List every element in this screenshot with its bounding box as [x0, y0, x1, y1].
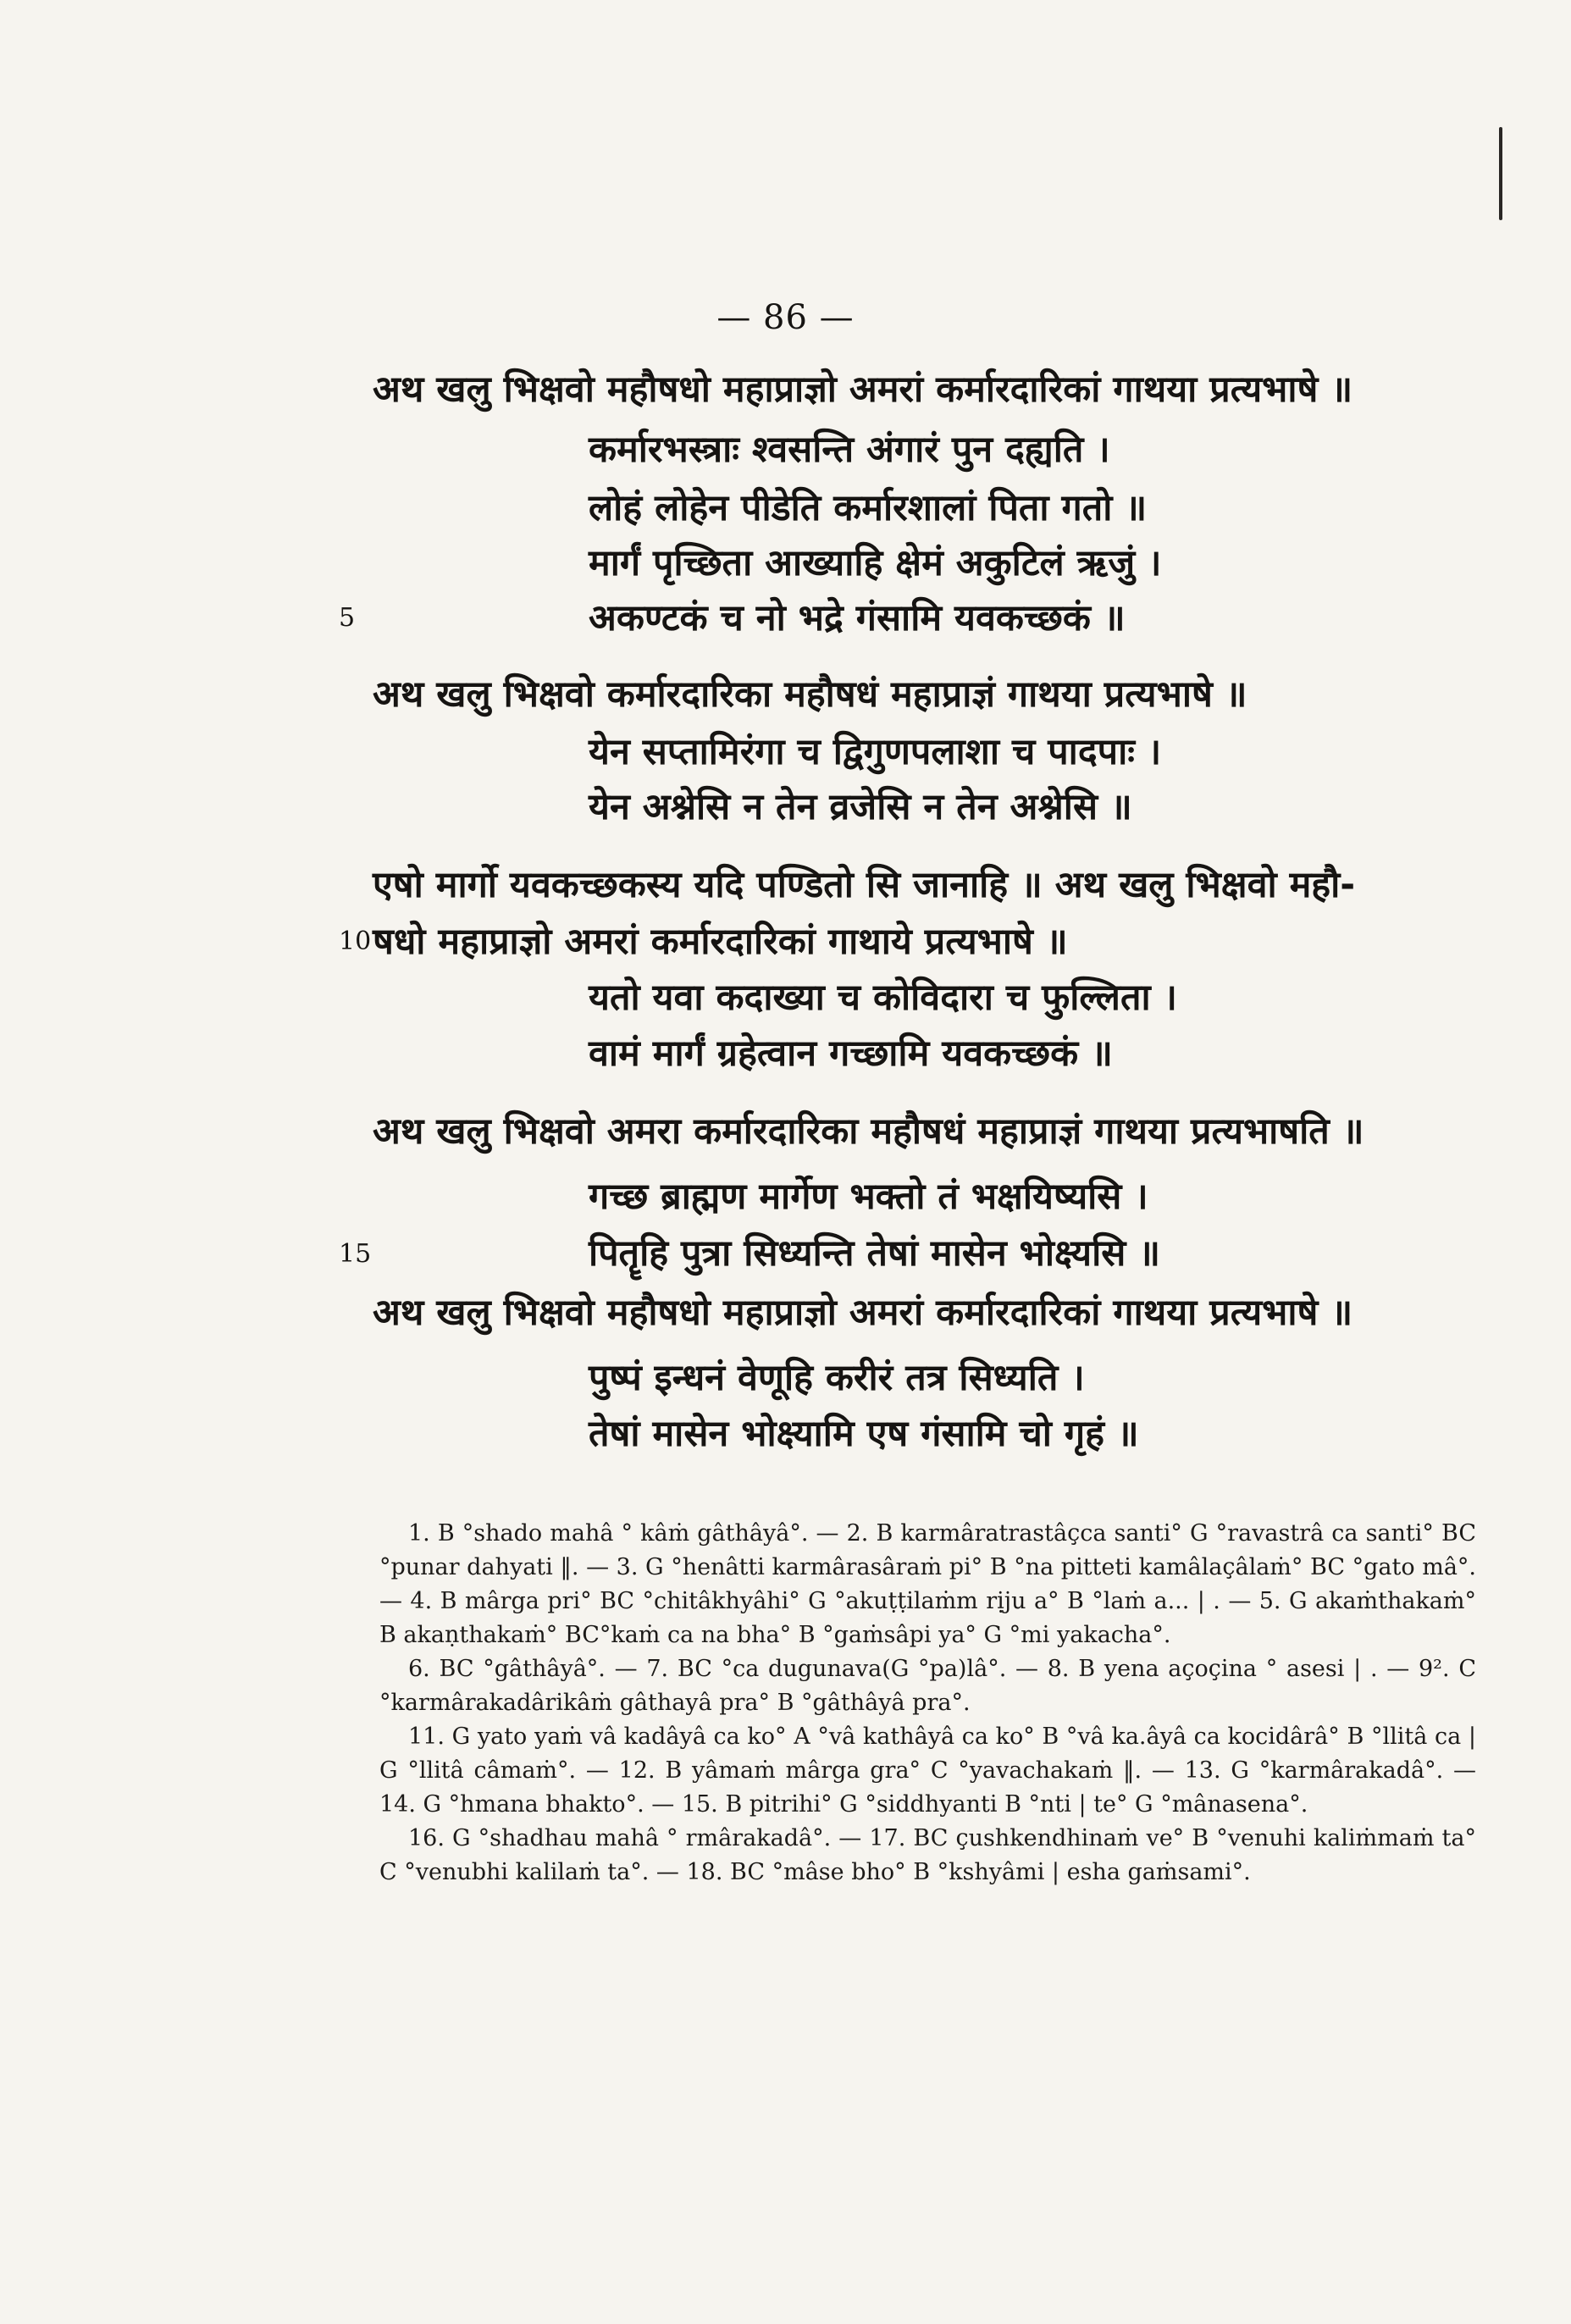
- verse-line: येन सप्तामिरंगा च द्विगुणपलाशा च पादपाः ।: [589, 731, 1162, 773]
- verse-line: लोहं लोहेन पीडेति कर्मारशालां पिता गतो ॥: [589, 487, 1148, 529]
- prose-line: अथ खलु भिक्षवो अमरा कर्मारदारिका महौषधं महाप्राज्ञं गाथया प्रत्यभाषति ॥: [373, 1110, 1364, 1153]
- verse-line: यतो यवा कदाख्या च कोविदारा च फुल्लिता ।: [589, 977, 1177, 1019]
- verse-line: वामं मार्गं ग्रहेत्वान गच्छामि यवकच्छकं ॥: [589, 1032, 1113, 1075]
- prose-line: अथ खलु भिक्षवो महौषधो महाप्राज्ञो अमरां कर्मारदारिकां गाथया प्रत्यभाषे ॥: [373, 1292, 1353, 1334]
- prose-line: अथ खलु भिक्षवो कर्मारदारिका महौषधं महाप्राज्ञं गाथया प्रत्यभाषे ॥: [373, 673, 1247, 716]
- footnote-paragraph: 6. BC °gâthâyâ°. — 7. BC °ca dugunava(G °pa)lâ°. — 8. B yena açoçina ° asesi | . — 9². C °karmârakadârikâṁ gâthayâ pra° B °gâthâyâ pra°.: [379, 1656, 1476, 1716]
- verse-line: गच्छ ब्राह्मण मार्गेण भक्तो तं भक्षयिष्यसि ।: [589, 1176, 1148, 1218]
- prose-line: अथ खलु भिक्षवो महौषधो महाप्राज्ञो अमरां कर्मारदारिकां गाथया प्रत्यभाषे ॥: [373, 368, 1353, 411]
- verse-line: मार्गं पृच्छिता आख्याहि क्षेमं अकुटिलं ऋजुं ।: [589, 542, 1162, 584]
- margin-line-number-10: 10: [339, 927, 372, 956]
- prose-line: एषो मार्गो यवकच्छकस्य यदि पण्डितो सि जानाहि ॥ अथ खलु भिक्षवो महौ-: [373, 864, 1356, 906]
- margin-line-number-15: 15: [339, 1239, 372, 1269]
- verse-line: पुष्पं इन्धनं वेणूहि करीरं तत्र सिध्यति ।: [589, 1357, 1085, 1399]
- verse-line: तेषां मासेन भोक्ष्यामि एष गंसामि चो गृहं ॥: [589, 1413, 1139, 1455]
- verse-line: येन अश्नेसि न तेन व्रजेसि न तेन अश्नेसि ॥: [589, 786, 1132, 828]
- margin-line-number-5: 5: [339, 603, 356, 633]
- prose-line: षधो महाप्राज्ञो अमरां कर्मारदारिकां गाथाये प्रत्यभाषे ॥: [373, 921, 1068, 963]
- verse-line: अकण्टकं च नो भद्रे गंसामि यवकच्छकं ॥: [589, 597, 1126, 639]
- page-edge-mark: [1499, 127, 1502, 220]
- footnote-paragraph: 11. G yato yaṁ vâ kadâyâ ca ko° A °vâ kathâyâ ca ko° B °vâ ka.âyâ ca kocidârâ° B °llitâ ca | G °llitâ câmaṁ°. — 12. B yâmaṁ mârga gra° C °yavachakaṁ ‖. — 13. G °karmârakadâ°. — 14. G °hmana bhakto°. — 15. B pitrihi° G °siddhyanti B °nti | te° G °mânasena°.: [379, 1724, 1476, 1818]
- footnote-paragraph: 1. B °shado mahâ ° kâṁ gâthâyâ°. — 2. B karmâratrastâçca santi° G °ravastrâ ca santi° BC °punar dahyati ‖. — 3. G °henâtti karmârasâraṁ pi° B °na pitteti kamâlaçâlaṁ° BC °gato mâ°. — 4. B mârga pri° BC °chitâkhyâhi° G °akuṭṭilaṁm rịju a° B °laṁ a... | . — 5. G akaṁthakaṁ° B akaṇthakaṁ° BC°kaṁ ca na bha° B °gaṁsâpi ya° G °mi yakacha°.: [379, 1520, 1476, 1648]
- footnotes: [379, 1517, 1476, 1890]
- page-number: — 86 —: [716, 298, 855, 337]
- verse-line: पितॄहि पुत्रा सिध्यन्ति तेषां मासेन भोक्ष्यसि ॥: [589, 1232, 1161, 1275]
- footnote-paragraph: 16. G °shadhau mahâ ° rmârakadâ°. — 17. BC çushkendhinaṁ ve° B °venuhi kaliṁmaṁ ta° C °venubhi kalilaṁ ta°. — 18. BC °mâse bho° B °kshyâmi | esha gaṁsami°.: [379, 1825, 1476, 1885]
- verse-line: कर्मारभस्त्राः श्वसन्ति अंगारं पुन दह्यति ।: [589, 429, 1110, 471]
